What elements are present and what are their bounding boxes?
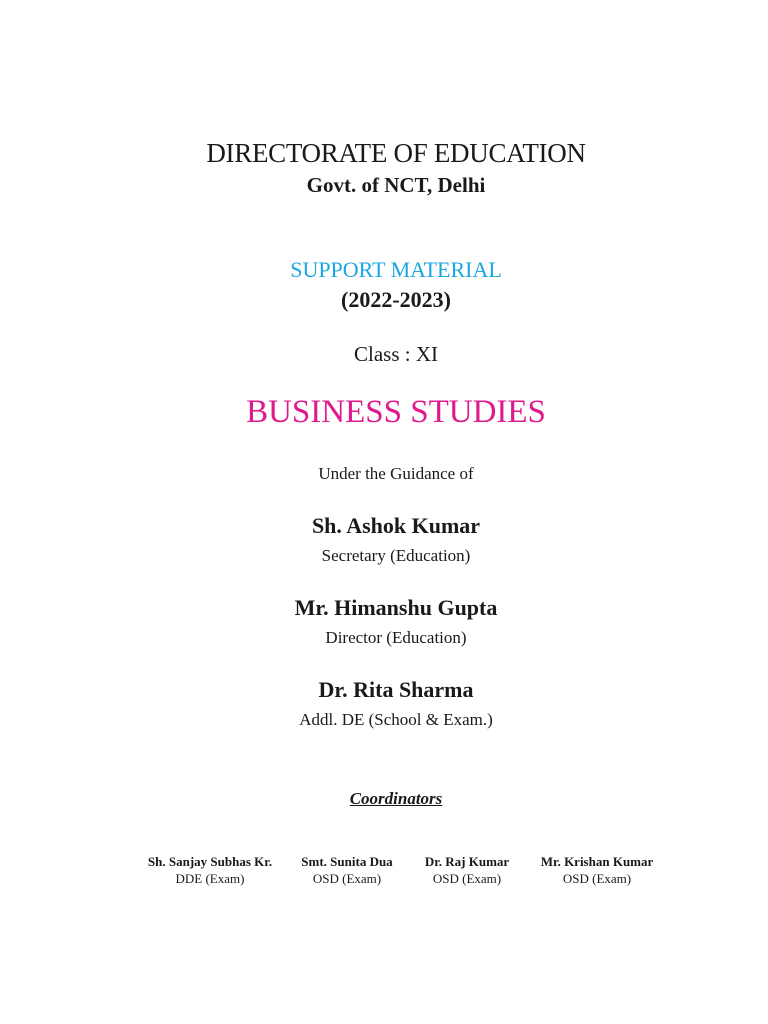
guide-role-addl-de: Addl. DE (School & Exam.) — [299, 710, 493, 729]
organization-title: DIRECTORATE OF EDUCATION — [206, 138, 586, 168]
coordinator-name: Mr. Krishan Kumar — [540, 854, 654, 869]
coordinators-heading: Coordinators — [349, 789, 443, 808]
guidance-intro: Under the Guidance of — [318, 464, 474, 483]
guide-name-director: Mr. Himanshu Gupta — [294, 595, 498, 620]
coordinator-name: Dr. Raj Kumar — [424, 854, 510, 869]
coordinator-role: DDE (Exam) — [175, 871, 245, 886]
coordinator-role: OSD (Exam) — [432, 871, 502, 886]
subject-title: BUSINESS STUDIES — [246, 394, 546, 430]
guide-name-secretary: Sh. Ashok Kumar — [311, 513, 481, 538]
session-years: (2022-2023) — [341, 287, 451, 312]
coordinator-item — [402, 854, 532, 887]
coordinator-role: OSD (Exam) — [562, 871, 632, 886]
coordinators-list — [130, 854, 670, 894]
government-subtitle: Govt. of NCT, Delhi — [306, 173, 486, 197]
guide-name-addl-de: Dr. Rita Sharma — [318, 677, 474, 702]
class-label: Class : XI — [354, 342, 438, 366]
guide-role-director: Director (Education) — [325, 628, 467, 647]
coordinator-role: OSD (Exam) — [312, 871, 382, 886]
coordinator-item — [130, 854, 290, 887]
coordinator-item — [524, 854, 670, 887]
coordinator-item — [282, 854, 412, 887]
coordinator-name: Smt. Sunita Dua — [301, 854, 393, 869]
guide-role-secretary: Secretary (Education) — [321, 546, 471, 565]
coordinator-name: Sh. Sanjay Subhas Kr. — [147, 854, 273, 869]
support-material-title: SUPPORT MATERIAL — [290, 257, 502, 282]
